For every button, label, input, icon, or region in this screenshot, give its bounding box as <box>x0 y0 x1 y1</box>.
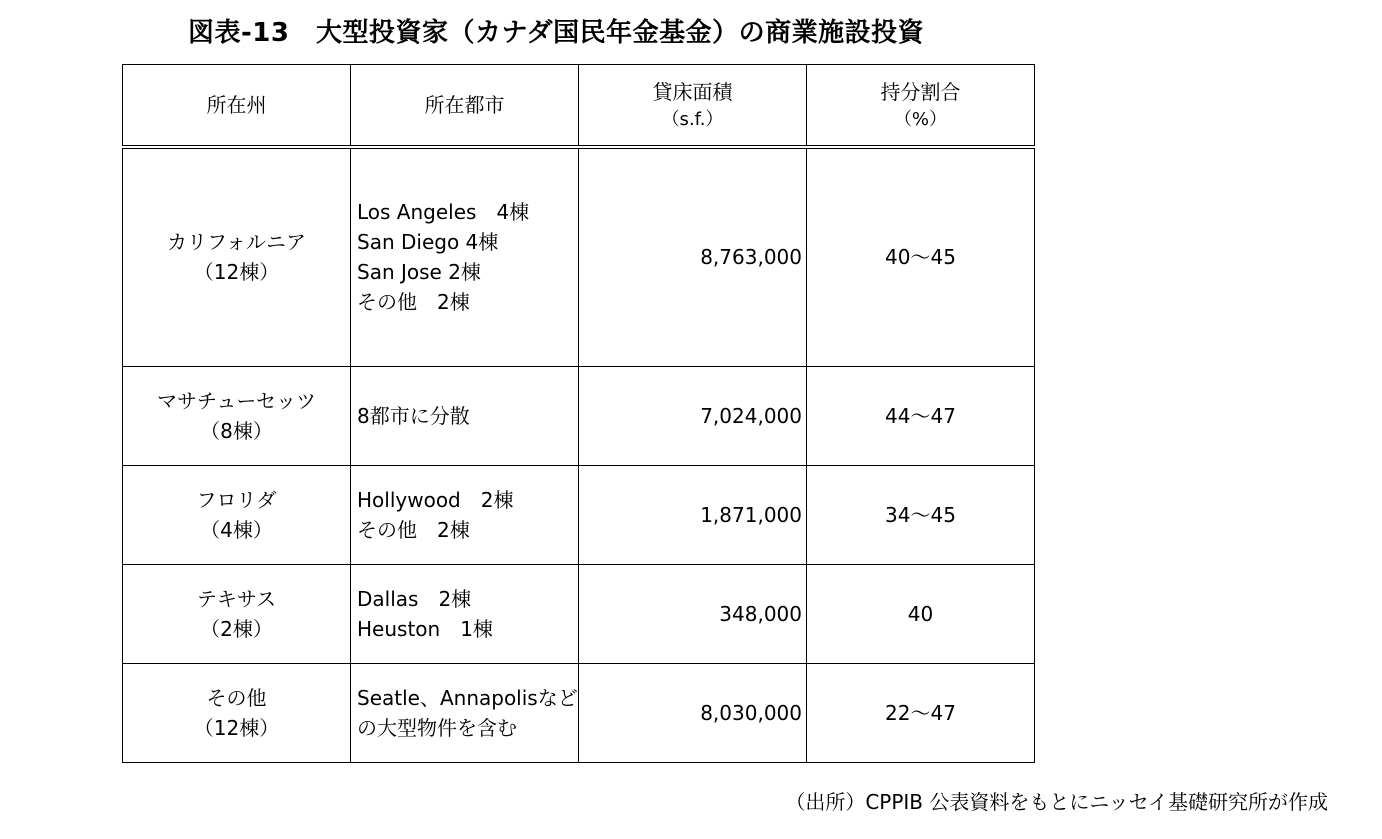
cell-state: カリフォルニア （12棟） <box>123 147 351 366</box>
cell-state: フロリダ （4棟） <box>123 465 351 564</box>
cell-share: 40～45 <box>807 147 1035 366</box>
investment-table <box>122 64 1035 763</box>
table-row <box>123 465 1035 564</box>
cell-area: 8,763,000 <box>579 147 807 366</box>
cell-cities: Los Angeles 4棟 San Diego 4棟 San Jose 2棟 その他 2棟 <box>351 147 579 366</box>
header-area-unit: （s.f.） <box>661 109 724 130</box>
source-note: （出所）CPPIB 公表資料をもとにニッセイ基礎研究所が作成 <box>785 790 1328 814</box>
cell-cities: Hollywood 2棟 その他 2棟 <box>351 465 579 564</box>
cell-state: マサチューセッツ （8棟） <box>123 366 351 465</box>
cell-area: 348,000 <box>579 564 807 663</box>
cell-area: 1,871,000 <box>579 465 807 564</box>
cell-area: 8,030,000 <box>579 663 807 762</box>
figure-title: 図表-13 大型投資家（カナダ国民年金基金）の商業施設投資 <box>188 18 925 48</box>
header-state: 所在州 <box>123 65 351 148</box>
cell-state: その他 （12棟） <box>123 663 351 762</box>
header-share: 持分割合 （%） <box>807 65 1035 148</box>
cell-share: 22～47 <box>807 663 1035 762</box>
cell-share: 34～45 <box>807 465 1035 564</box>
cell-share: 44～47 <box>807 366 1035 465</box>
cell-cities: Seatle、Annapolisなど の大型物件を含む <box>351 663 579 762</box>
cell-area: 7,024,000 <box>579 366 807 465</box>
header-city: 所在都市 <box>351 65 579 148</box>
table-row <box>123 663 1035 762</box>
cell-cities: 8都市に分散 <box>351 366 579 465</box>
cell-state: テキサス （2棟） <box>123 564 351 663</box>
table-row <box>123 147 1035 366</box>
header-share-unit: （%） <box>893 109 948 130</box>
cell-share: 40 <box>807 564 1035 663</box>
cell-cities: Dallas 2棟 Heuston 1棟 <box>351 564 579 663</box>
table-row <box>123 366 1035 465</box>
table-header-row <box>123 65 1035 148</box>
header-area: 貸床面積 （s.f.） <box>579 65 807 148</box>
table-row <box>123 564 1035 663</box>
